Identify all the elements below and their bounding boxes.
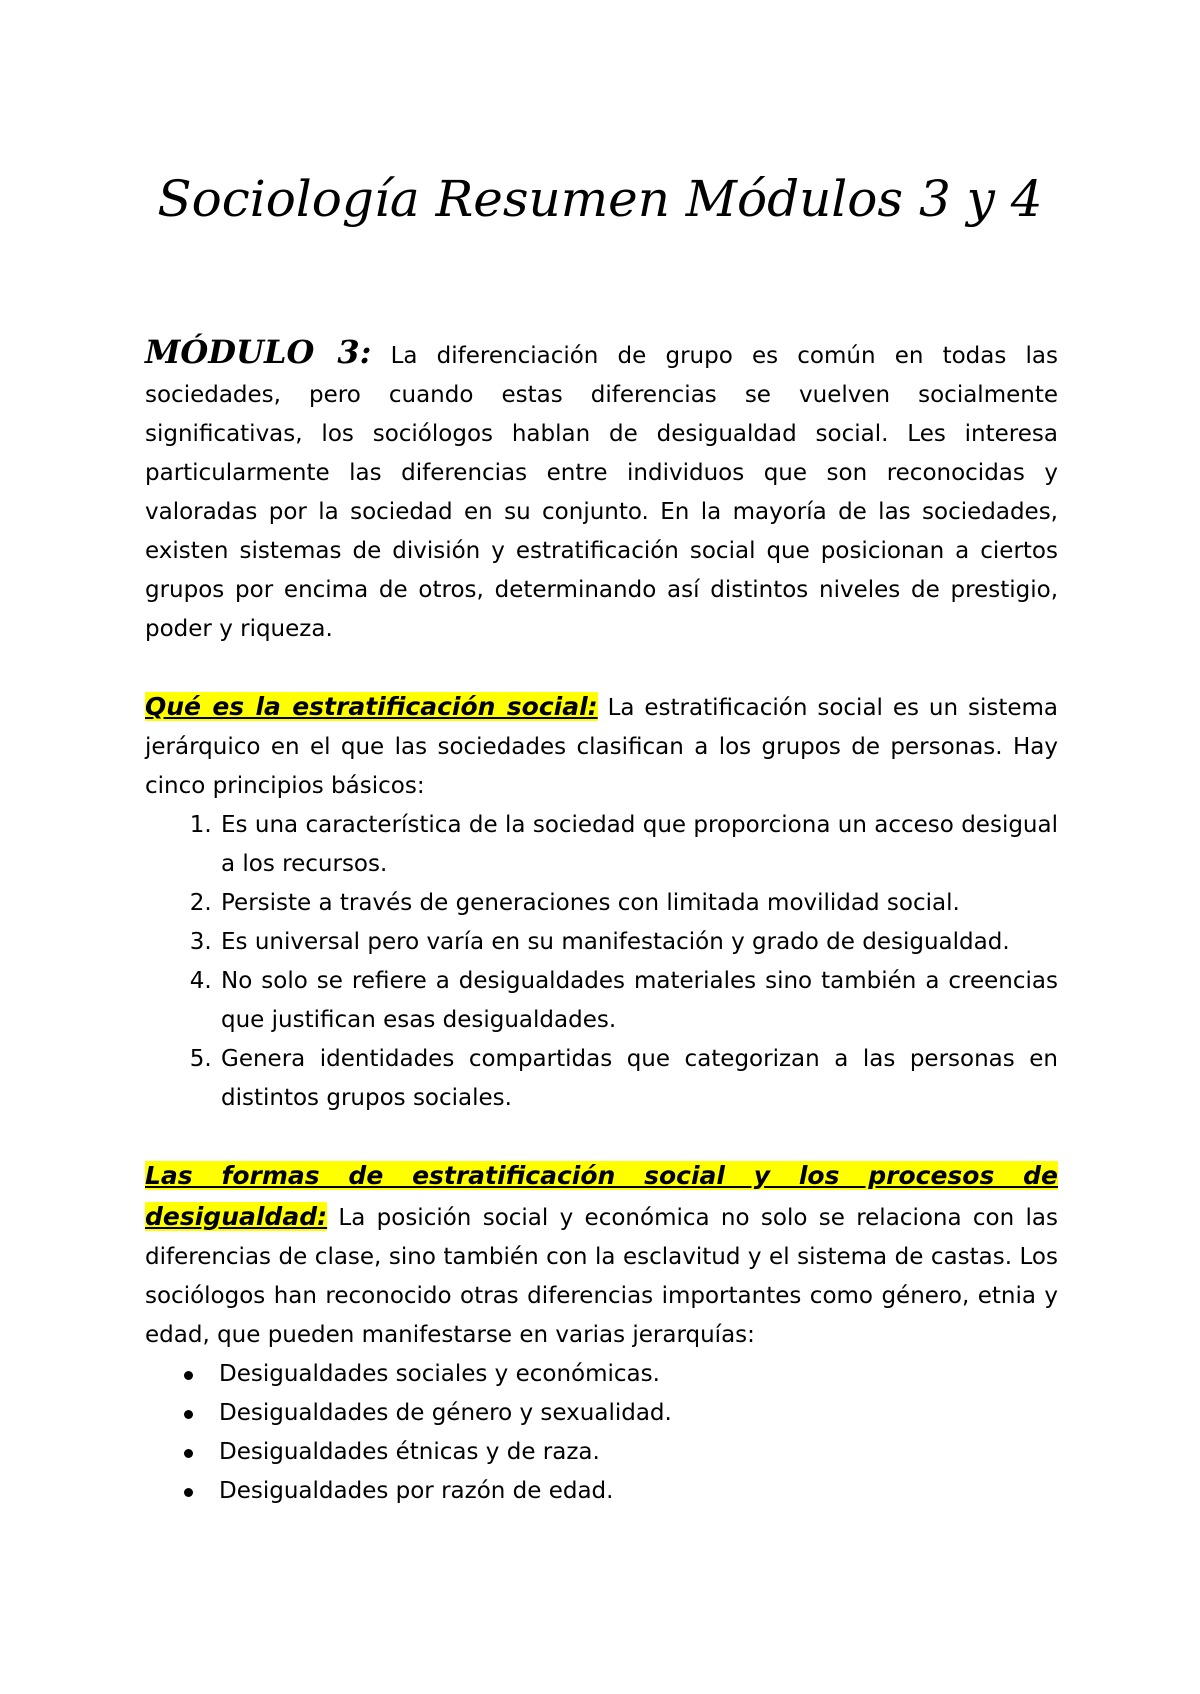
estratificacion-paragraph <box>145 687 1058 806</box>
inequalities-list <box>145 1355 1058 1511</box>
formas-heading: Las formas de estratificación social y los procesos de desigualdad: <box>145 1161 1058 1231</box>
list-item <box>219 1433 1058 1472</box>
formas-paragraph <box>145 1156 1058 1355</box>
list-item <box>219 1472 1058 1511</box>
list-item-text: Desigualdades de género y sexualidad. <box>219 1400 672 1426</box>
list-item: 1. Es una característica de la sociedad que proporciona un acceso desigual a los recursos. <box>219 806 1058 884</box>
modulo3-text: La diferenciación de grupo es común en todas las sociedades, pero cuando estas diferencias se vuelven socialmente significativas, los sociólogos hablan de desigualdad social. Les interesa particularmente las diferencias entre individuos que son reconocidas y valoradas por la sociedad en su conjunto. En la mayoría de las sociedades, existen sistemas de división y estratificación social que posicionan a ciertos grupos por encima de otros, determinando así distintos niveles de prestigio, poder y riqueza. <box>145 343 1058 642</box>
bullet-dot-icon <box>184 1488 193 1497</box>
list-item: 3. Es universal pero varía en su manifestación y grado de desigualdad. <box>219 923 1058 962</box>
modulo3-label: MÓDULO 3: <box>145 333 372 371</box>
document-title: Sociología Resumen Módulos 3 y 4 <box>157 170 1043 228</box>
spacer <box>145 1118 1058 1156</box>
estratificacion-text: La estratificación social es un sistema jerárquico en el que las sociedades clasifican a los grupos de personas. Hay cinco principios básicos: <box>145 695 1058 799</box>
bullet-dot-icon <box>184 1449 193 1458</box>
estratificacion-heading: Qué es la estratificación social: <box>145 692 598 721</box>
list-item: 5. Genera identidades compartidas que categorizan a las personas en distintos grupos sociales. <box>219 1040 1058 1118</box>
list-item-text: Desigualdades por razón de edad. <box>219 1478 614 1504</box>
document-body <box>145 333 1058 1511</box>
list-item <box>219 1355 1058 1394</box>
list-item: 4. No solo se refiere a desigualdades materiales sino también a creencias que justifican esas desigualdades. <box>219 962 1058 1040</box>
list-item: 2. Persiste a través de generaciones con limitada movilidad social. <box>219 884 1058 923</box>
spacer <box>145 649 1058 687</box>
formas-text: La posición social y económica no solo se relaciona con las diferencias de clase, sino también con la esclavitud y el sistema de castas. Los sociólogos han reconocido otras diferencias importantes como género, etnia y edad, que pueden manifestarse en varias jerarquías: <box>145 1205 1058 1348</box>
bullet-dot-icon <box>184 1371 193 1380</box>
principles-list <box>145 806 1058 1118</box>
list-item-text: Desigualdades sociales y económicas. <box>219 1361 660 1387</box>
modulo3-paragraph <box>145 333 1058 649</box>
list-item <box>219 1394 1058 1433</box>
list-item-text: Desigualdades étnicas y de raza. <box>219 1439 600 1465</box>
bullet-dot-icon <box>184 1410 193 1419</box>
